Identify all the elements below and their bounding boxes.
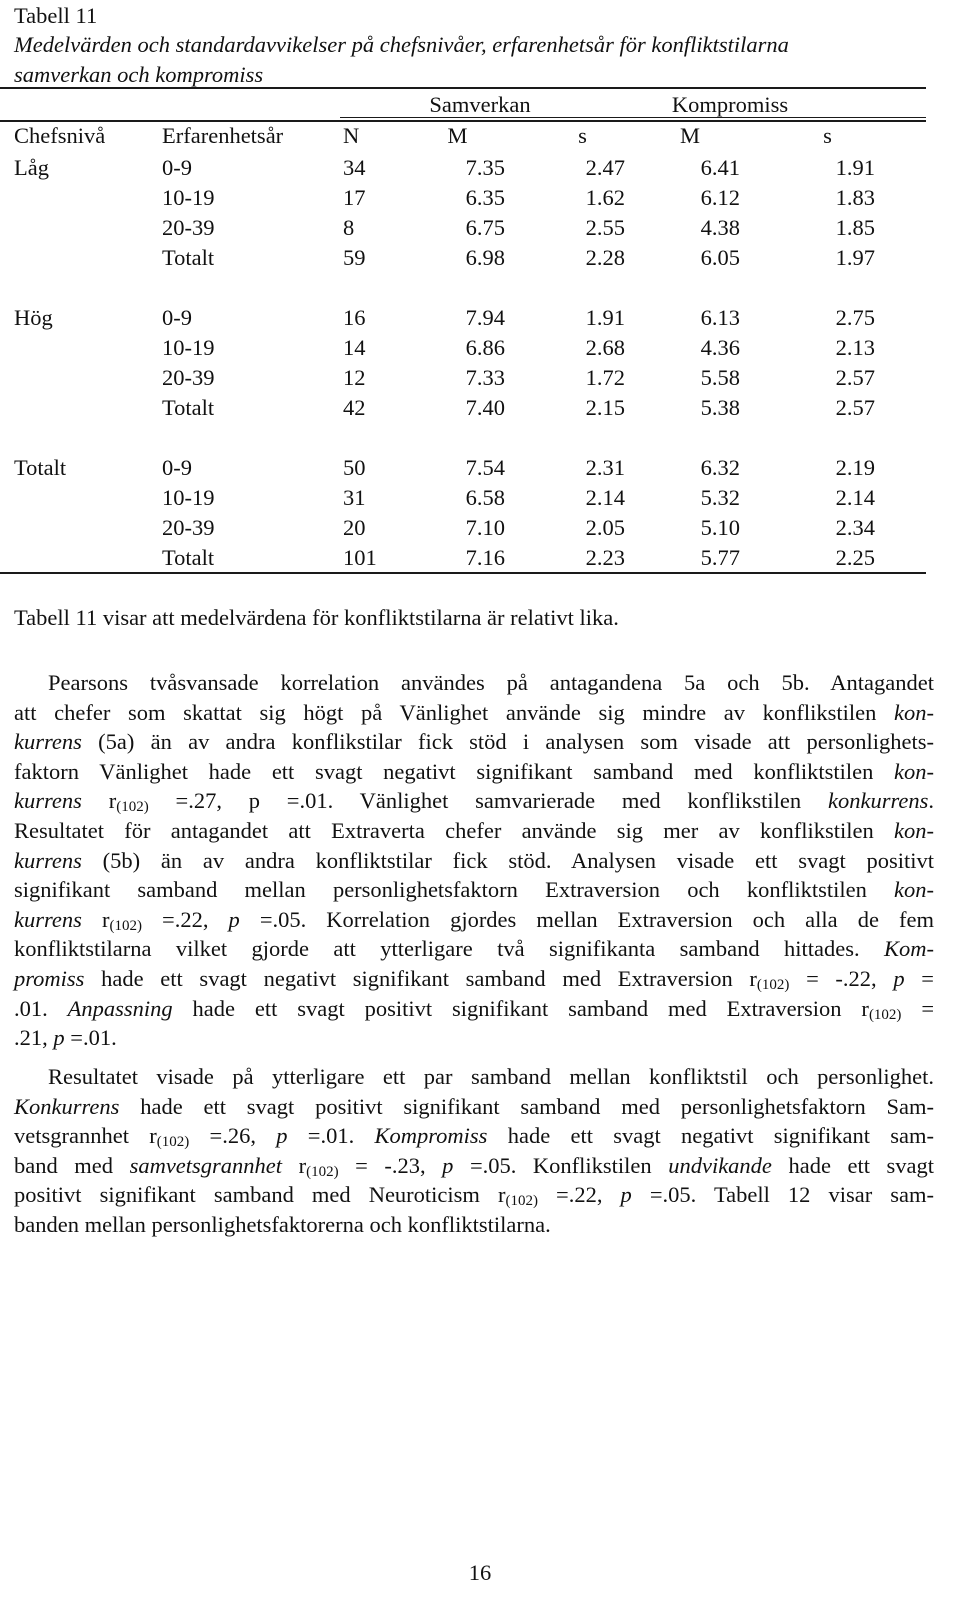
table-cell: 7.54 — [465, 455, 505, 480]
subscript-text: (102) — [505, 1193, 538, 1210]
table-cell: 6.35 — [465, 185, 505, 210]
text-run: = -.22, — [789, 965, 894, 991]
table-cell: 34 — [343, 155, 366, 180]
table-cell: 0-9 — [162, 455, 192, 480]
table-cell: 2.15 — [585, 395, 625, 420]
text-line — [14, 1180, 934, 1210]
text-line — [14, 964, 934, 994]
table-caption-line: samverkan och kompromiss — [14, 62, 264, 87]
italic-text: kurrens — [14, 847, 82, 873]
paragraph-results — [14, 1062, 934, 1240]
text-run: =.22, — [141, 906, 229, 932]
text-line — [14, 698, 934, 728]
text-run: r — [81, 788, 117, 814]
text-line — [14, 934, 934, 964]
group-header: Kompromiss — [671, 92, 789, 117]
text-run: .21, — [14, 1025, 54, 1051]
subscript-text: (102) — [109, 917, 142, 934]
table-cell: 2.47 — [585, 155, 625, 180]
text-run: faktorn Vänlighet hade ett svagt negativt signifikant samband med konfliktstilen — [14, 758, 895, 784]
table-cell: 6.13 — [700, 305, 740, 330]
table-cell: 2.34 — [835, 515, 875, 540]
table-cell: 0-9 — [162, 155, 192, 180]
text-line — [14, 757, 934, 787]
text-line — [14, 1151, 934, 1181]
table-cell: 6.41 — [700, 155, 740, 180]
italic-text: p — [53, 1025, 65, 1051]
text-run: =.05. Korrelation gjordes mellan Extraversion och alla de fem — [239, 906, 934, 932]
column-header: s — [823, 123, 832, 148]
table-cell: 31 — [343, 485, 366, 510]
text-run: hade ett svagt positivt signifikant samband med Extraversion r — [172, 995, 869, 1021]
text-run: hade ett svagt positivt signifikant samband med personlighetsfaktorn Sam- — [119, 1093, 934, 1119]
text-run: band med — [14, 1152, 130, 1178]
text-line — [14, 905, 934, 935]
table-cell: 5.58 — [700, 365, 740, 390]
text-run: hade ett svagt negativt signifikant samband med Extraversion r — [84, 965, 757, 991]
text-run: hade ett svagt negativt signifikant sam- — [487, 1123, 934, 1149]
table-caption-line: Medelvärden och standardavvikelser på chefsnivåer, erfarenhetsår för konfliktstilarna — [14, 32, 789, 57]
table-cell: 2.68 — [585, 335, 625, 360]
table-cell: 6.86 — [465, 335, 505, 360]
subscript-text: (102) — [116, 799, 149, 816]
italic-text: kon- — [894, 758, 934, 784]
text-run: = — [904, 965, 934, 991]
table-cell: 2.57 — [835, 395, 875, 420]
italic-text: kon- — [894, 699, 934, 725]
table-cell: Totalt — [162, 545, 215, 570]
table-cell: 0-9 — [162, 305, 192, 330]
table-cell: 20-39 — [162, 365, 215, 390]
paragraph-summary: Tabell 11 visar att medelvärdena för konfliktstilarna är relativt lika. — [14, 605, 619, 630]
italic-text: p — [620, 1182, 632, 1208]
table-cell: 1.62 — [585, 185, 625, 210]
table-cell: 50 — [343, 455, 366, 480]
text-line — [14, 1092, 934, 1122]
table-cell: 4.36 — [700, 335, 740, 360]
table-cell: 1.85 — [835, 215, 875, 240]
table-cell: 2.75 — [835, 305, 875, 330]
table-cell: 2.13 — [835, 335, 875, 360]
table-cell: 20 — [343, 515, 366, 540]
table-cell: 7.35 — [465, 155, 505, 180]
italic-text: kurrens — [14, 906, 82, 932]
table-cell: 17 — [343, 185, 366, 210]
text-run: signifikant samband mellan personlighetsfaktorn Extraversion och konfliktstilen — [14, 877, 895, 903]
text-run: Resultatet för antagandet att Extraverta chefer använde sig mer av konflikstilen — [14, 817, 895, 843]
text-run: Resultatet visade på ytterligare ett par samband mellan konfliktstil och personlighet. — [48, 1064, 934, 1089]
column-header: M — [447, 123, 468, 148]
subscript-text: (102) — [756, 976, 790, 993]
row-group-label: Totalt — [14, 455, 67, 480]
text-line — [14, 1121, 934, 1151]
column-header: Chefsnivå — [14, 123, 106, 148]
text-line — [14, 1210, 934, 1240]
table-cell: 4.38 — [700, 215, 740, 240]
table-cell: 1.91 — [835, 155, 875, 180]
table-cell: 7.10 — [465, 515, 505, 540]
text-run: r — [282, 1152, 307, 1178]
table-cell: 6.32 — [700, 455, 740, 480]
table-cell: 1.97 — [835, 245, 875, 270]
text-run: vetsgrannhet r — [14, 1123, 157, 1149]
text-line — [14, 1062, 934, 1092]
row-group-label: Låg — [14, 155, 49, 180]
italic-text: p — [893, 965, 905, 991]
table-cell: Totalt — [162, 245, 215, 270]
text-line — [14, 1023, 934, 1053]
text-run: (5a) än av andra konflikstilar fick stöd i analysen som visade att personlighets- — [81, 729, 934, 755]
table-cell: 2.14 — [835, 485, 875, 510]
italic-text: kon- — [894, 817, 934, 843]
text-run: banden mellan personlighetsfaktorerna och konfliktstilarna. — [14, 1211, 551, 1237]
text-run: positivt signifikant samband med Neuroticism r — [14, 1182, 506, 1208]
column-header: N — [343, 123, 360, 148]
table-cell: 2.57 — [835, 365, 875, 390]
text-run: =.05. Tabell 12 visar sam- — [631, 1182, 934, 1208]
text-line — [14, 994, 934, 1024]
table-cell: 5.77 — [700, 545, 740, 570]
text-run: .01. — [14, 995, 68, 1021]
italic-text: p — [276, 1123, 288, 1149]
italic-text: Kom- — [884, 936, 934, 962]
table-cell: 59 — [343, 245, 366, 270]
table-cell: 2.05 — [585, 515, 625, 540]
italic-text: kon- — [894, 877, 934, 903]
text-run: . — [928, 788, 934, 814]
italic-text: Anpassning — [67, 995, 173, 1021]
table-cell: 14 — [343, 335, 366, 360]
text-run: = — [901, 995, 935, 1021]
table-cell: 101 — [343, 545, 377, 570]
text-run: =.01. — [287, 1123, 375, 1149]
text-run: =.05. Konflikstilen — [453, 1152, 669, 1178]
table-label: Tabell 11 — [14, 3, 98, 28]
table-rule-top — [0, 87, 926, 89]
table-cell: 10-19 — [162, 185, 215, 210]
column-header: Erfarenhetsår — [162, 123, 284, 148]
table-cell: 12 — [343, 365, 366, 390]
table-cell: 6.98 — [465, 245, 505, 270]
italic-text: Kompromiss — [374, 1123, 488, 1149]
text-line — [14, 816, 934, 846]
table-cell: 10-19 — [162, 485, 215, 510]
column-header: M — [679, 123, 700, 148]
table-cell: 10-19 — [162, 335, 215, 360]
table-cell: 7.94 — [465, 305, 505, 330]
table-cell: 20-39 — [162, 515, 215, 540]
row-group-label: Hög — [14, 305, 53, 330]
table-caption — [14, 30, 934, 90]
text-line — [14, 668, 934, 698]
table-cell: 7.40 — [465, 395, 505, 420]
italic-text: Konkurrens — [14, 1093, 120, 1119]
table-cell: 2.28 — [585, 245, 625, 270]
table-cell: 20-39 — [162, 215, 215, 240]
text-line — [14, 727, 934, 757]
text-run: =.26, — [189, 1123, 277, 1149]
table-cell: 42 — [343, 395, 366, 420]
text-run: = -.23, — [338, 1152, 443, 1178]
text-run: konfliktstilarna vilket gjorde att ytterligare två signifikanta samband hittades. — [14, 936, 884, 962]
text-run: (5b) än av andra konfliktstilar fick stöd. Analysen visade ett svagt positivt — [81, 847, 934, 873]
table-cell: 8 — [343, 215, 355, 240]
text-run: =.22, — [537, 1182, 621, 1208]
italic-text: kurrens — [14, 729, 82, 755]
text-run: att chefer som skattat sig högt på Vänlighet använde sig mindre av konflikstilen — [14, 699, 895, 725]
table-cell: 1.91 — [585, 305, 625, 330]
text-run: hade ett svagt — [771, 1152, 934, 1178]
italic-text: kurrens — [14, 788, 82, 814]
italic-text: p — [228, 906, 240, 932]
table-cell: 5.38 — [700, 395, 740, 420]
group-header: Samverkan — [429, 92, 531, 117]
column-header: s — [578, 123, 587, 148]
subscript-text: (102) — [156, 1134, 190, 1151]
italic-text: samvetsgrannhet — [129, 1152, 283, 1178]
table-cell: 2.23 — [585, 545, 625, 570]
text-line — [14, 846, 934, 876]
table-cell: Totalt — [162, 395, 215, 420]
text-run: r — [81, 906, 110, 932]
text-run: =.27, p =.01. Vänlighet samvarierade med konflikstilen — [148, 788, 828, 814]
text-line — [14, 875, 934, 905]
paragraph-correlation — [14, 668, 934, 1053]
italic-text: promiss — [14, 965, 85, 991]
table-cell: 2.19 — [835, 455, 875, 480]
subscript-text: (102) — [868, 1006, 902, 1023]
table-cell: 2.55 — [585, 215, 625, 240]
table-cell: 5.10 — [700, 515, 740, 540]
italic-text: undvikande — [668, 1152, 772, 1178]
table-cell: 2.14 — [585, 485, 625, 510]
text-run: =.01. — [64, 1025, 117, 1051]
italic-text: konkurrens — [827, 788, 929, 814]
table-cell: 6.75 — [465, 215, 505, 240]
table-cell: 1.72 — [585, 365, 625, 390]
table-cell: 7.33 — [465, 365, 505, 390]
text-line — [14, 786, 934, 816]
table-cell: 2.25 — [835, 545, 875, 570]
table-cell: 6.12 — [700, 185, 740, 210]
page-number: 16 — [468, 1560, 492, 1585]
subscript-text: (102) — [306, 1163, 339, 1180]
text-run: Pearsons tvåsvansade korrelation användes på antagandena 5a och 5b. Antagandet — [48, 670, 934, 695]
table-cell: 6.58 — [465, 485, 505, 510]
table-cell: 5.32 — [700, 485, 740, 510]
table-cell: 2.31 — [585, 455, 625, 480]
table-cell: 16 — [343, 305, 366, 330]
table-cell: 6.05 — [700, 245, 740, 270]
table-cell: 7.16 — [465, 545, 505, 570]
table-cell: 1.83 — [835, 185, 875, 210]
italic-text: p — [442, 1152, 454, 1178]
